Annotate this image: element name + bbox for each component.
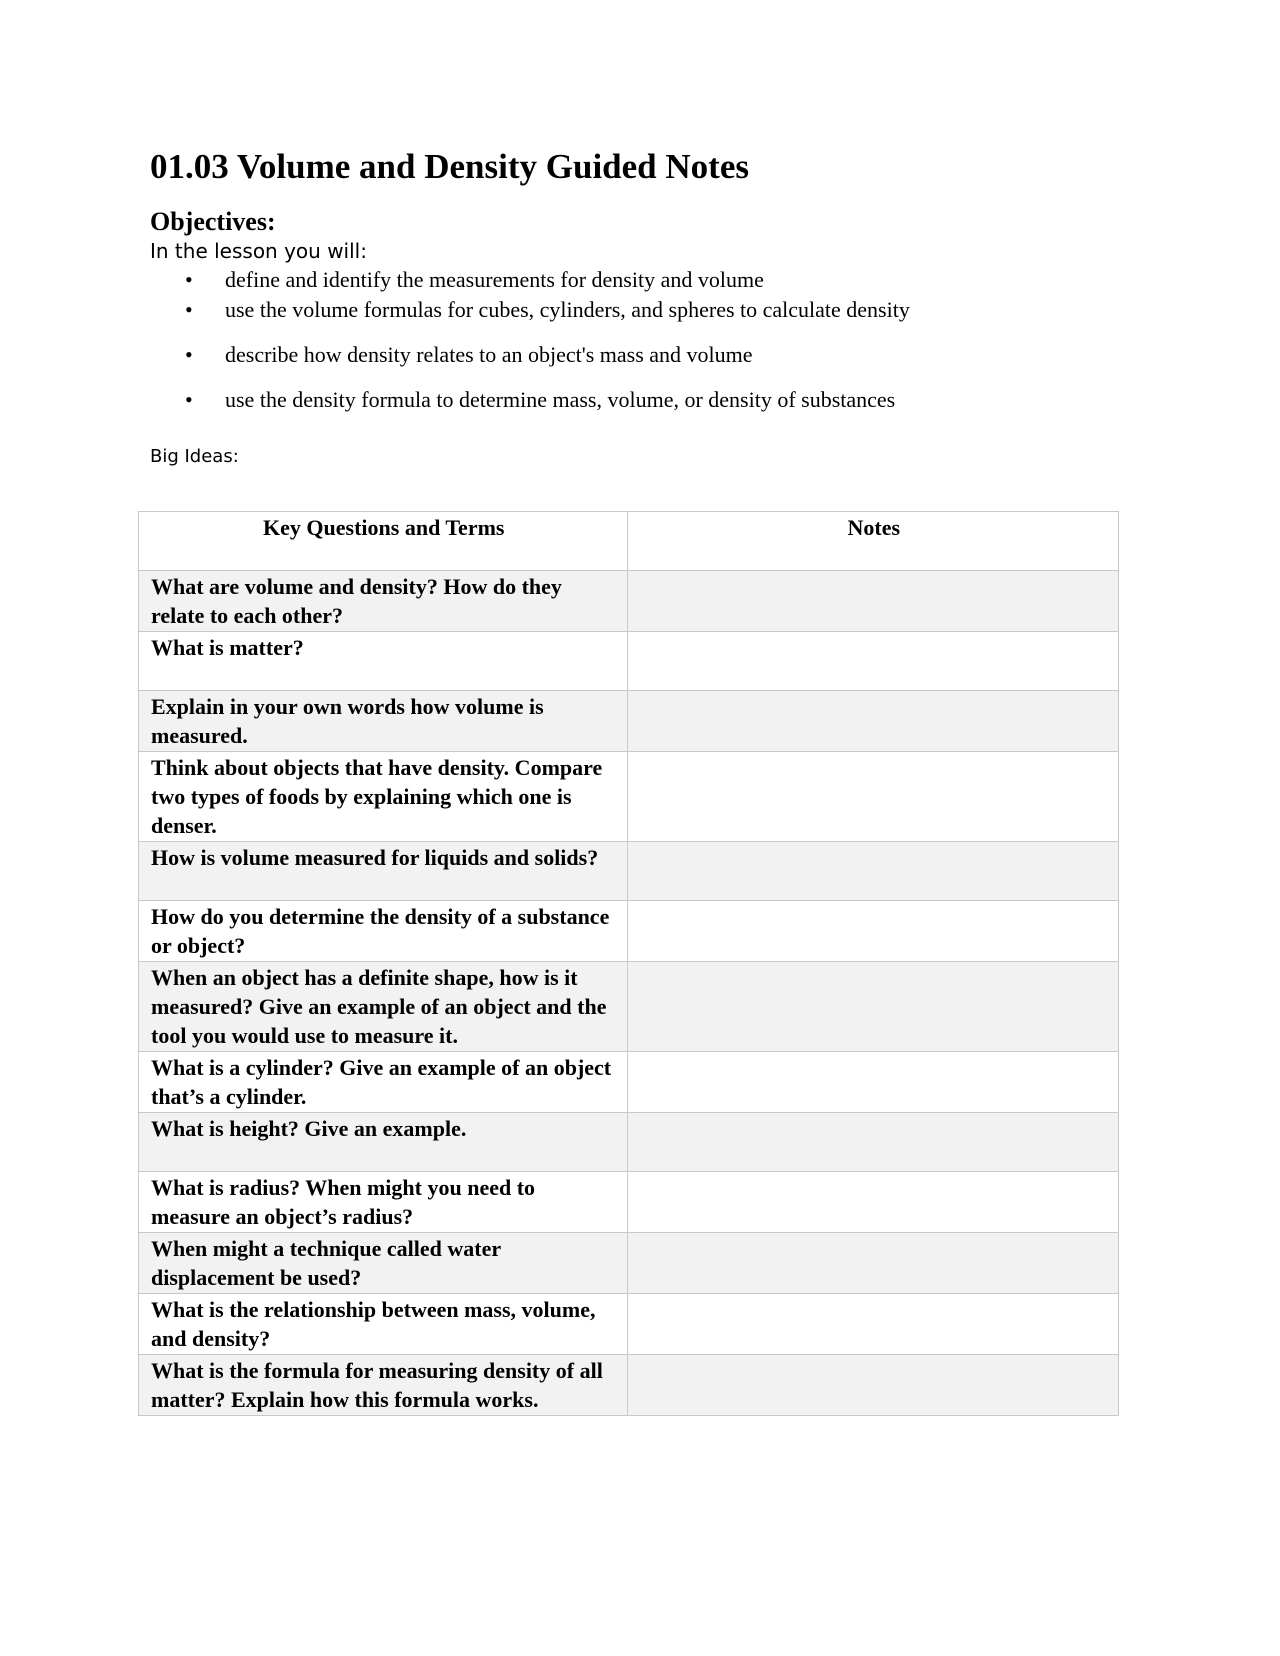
objective-text: use the density formula to determine mass, volume, or density of substances — [225, 387, 896, 412]
objective-text: define and identify the measurements for density and volume — [225, 267, 764, 292]
question-cell: What is the formula for measuring density of all matter? Explain how this formula works. — [139, 1355, 628, 1416]
bullet-icon: • — [185, 297, 193, 322]
header-notes: Notes — [627, 512, 1118, 571]
notes-cell[interactable] — [627, 1294, 1118, 1355]
notes-cell[interactable] — [627, 752, 1118, 842]
table-row — [139, 691, 1119, 752]
question-cell: What is radius? When might you need to measure an object’s radius? — [139, 1172, 628, 1233]
objectives-heading: Objectives: — [150, 207, 276, 236]
table-row — [139, 842, 1119, 901]
table-row — [139, 752, 1119, 842]
question-cell: Think about objects that have density. Compare two types of foods by explaining which one is denser. — [139, 752, 628, 842]
objective-item — [150, 295, 1130, 325]
table-row — [139, 1294, 1119, 1355]
notes-cell[interactable] — [627, 842, 1118, 901]
objective-item — [150, 265, 1130, 295]
objectives-list — [150, 265, 1130, 415]
document-page — [150, 145, 1130, 469]
notes-cell[interactable] — [627, 962, 1118, 1052]
objectives-intro: In the lesson you will: — [150, 239, 367, 263]
big-ideas-label: Big Ideas: — [150, 446, 239, 467]
notes-cell[interactable] — [627, 1052, 1118, 1113]
table-row — [139, 1172, 1119, 1233]
notes-cell[interactable] — [627, 632, 1118, 691]
bullet-icon: • — [185, 342, 193, 367]
objective-text: use the volume formulas for cubes, cylinders, and spheres to calculate density — [225, 297, 910, 322]
question-cell: What is height? Give an example. — [139, 1113, 628, 1172]
notes-cell[interactable] — [627, 1172, 1118, 1233]
table-row — [139, 962, 1119, 1052]
notes-cell[interactable] — [627, 1113, 1118, 1172]
question-cell: When an object has a definite shape, how is it measured? Give an example of an object and the tool you would use to measure it. — [139, 962, 628, 1052]
notes-table — [138, 511, 1119, 1416]
question-cell: What is matter? — [139, 632, 628, 691]
notes-cell[interactable] — [627, 901, 1118, 962]
question-cell: How is volume measured for liquids and solids? — [139, 842, 628, 901]
objective-item — [150, 340, 1130, 370]
notes-cell[interactable] — [627, 1355, 1118, 1416]
question-cell: When might a technique called water displacement be used? — [139, 1233, 628, 1294]
header-key-questions: Key Questions and Terms — [139, 512, 628, 571]
notes-cell[interactable] — [627, 691, 1118, 752]
question-cell: Explain in your own words how volume is measured. — [139, 691, 628, 752]
table-row — [139, 571, 1119, 632]
question-cell: What is a cylinder? Give an example of an object that’s a cylinder. — [139, 1052, 628, 1113]
table-row — [139, 1113, 1119, 1172]
notes-cell[interactable] — [627, 1233, 1118, 1294]
bullet-icon: • — [185, 267, 193, 292]
table-row — [139, 1355, 1119, 1416]
table-row — [139, 1052, 1119, 1113]
objective-item — [150, 385, 1130, 415]
question-cell: How do you determine the density of a substance or object? — [139, 901, 628, 962]
table-row — [139, 1233, 1119, 1294]
table-row — [139, 901, 1119, 962]
table-header-row — [139, 512, 1119, 571]
question-cell: What are volume and density? How do they relate to each other? — [139, 571, 628, 632]
question-cell: What is the relationship between mass, volume, and density? — [139, 1294, 628, 1355]
bullet-icon: • — [185, 387, 193, 412]
page-title: 01.03 Volume and Density Guided Notes — [150, 147, 749, 186]
objective-text: describe how density relates to an object's mass and volume — [225, 342, 753, 367]
notes-cell[interactable] — [627, 571, 1118, 632]
table-row — [139, 632, 1119, 691]
